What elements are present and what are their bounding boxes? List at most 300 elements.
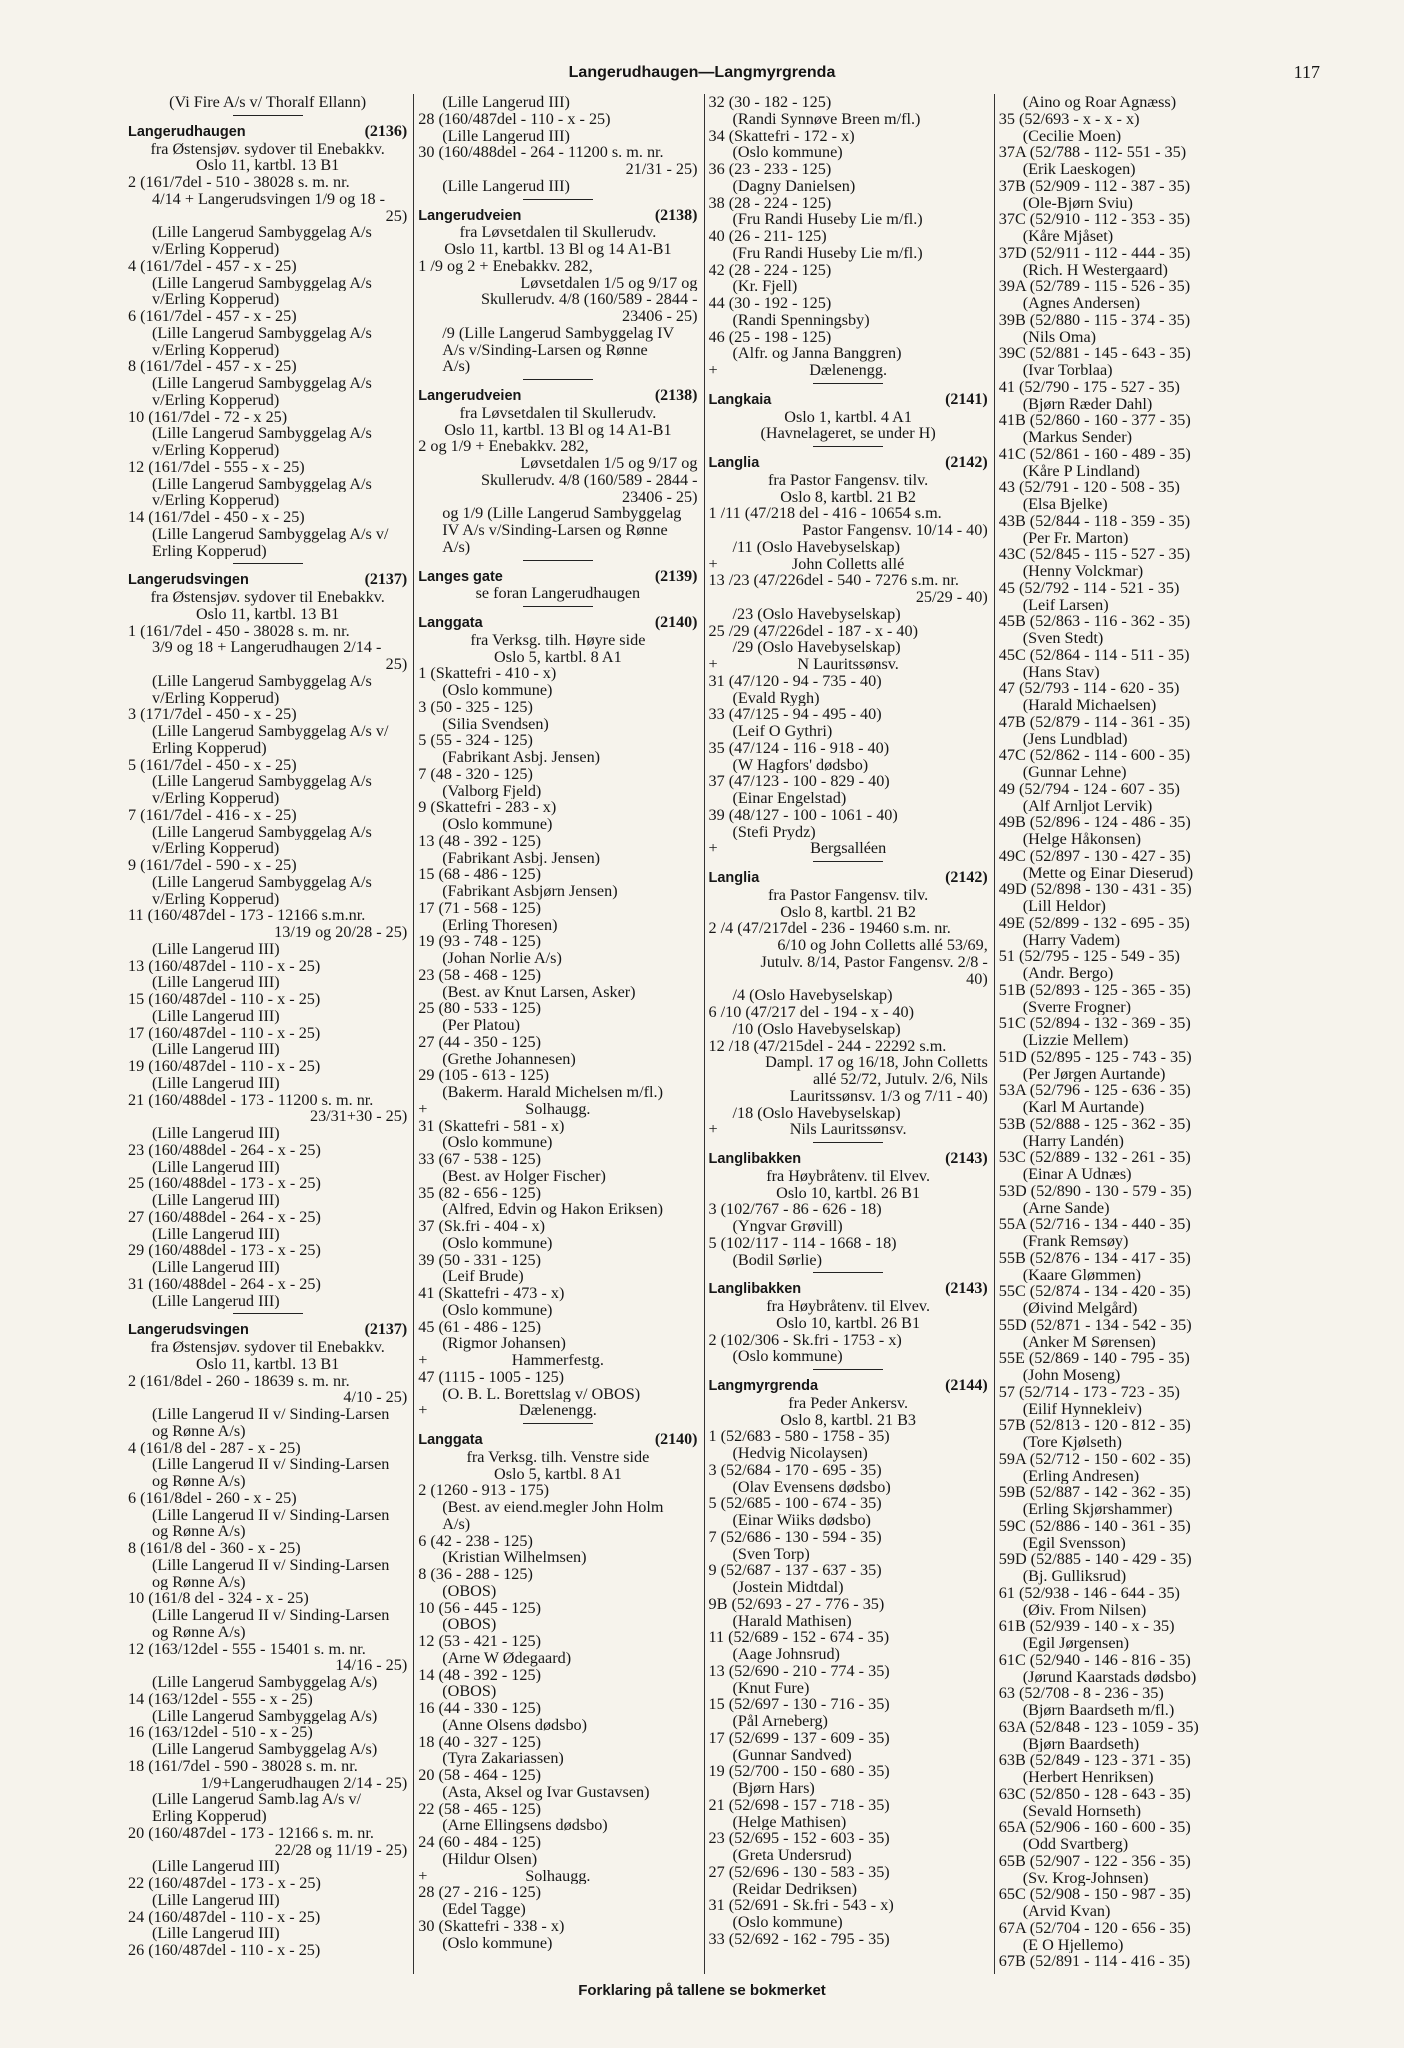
listing-line: Oslo 11, kartbl. 13 Bl og 14 A1-B1 — [444, 421, 672, 439]
listing-line: (Nils Oma) — [1022, 328, 1097, 346]
listing-line: 8 (161/8 del - 360 - x - 25) — [128, 1540, 301, 1557]
listing-line: 45 (52/792 - 114 - 521 - 35) — [998, 579, 1180, 597]
listing-line: 40) — [966, 970, 988, 988]
listing-line: (Fabrikant Asbj. Jensen) — [442, 749, 601, 766]
cross-street — [418, 1402, 697, 1419]
street-code: (2137) — [364, 1321, 408, 1339]
cross-street-name: N Lauritssønsv. — [797, 656, 899, 673]
section-divider — [813, 861, 883, 862]
section-divider — [233, 563, 303, 564]
listing-line: fra Pastor Fangensv. tilv. — [768, 471, 929, 489]
listing-line: (Oslo kommune) — [442, 1934, 553, 1952]
listing-line: (Gunnar Sandved) — [732, 1746, 852, 1764]
listing-line: Oslo 5, kartbl. 8 A1 — [494, 648, 622, 666]
listing-line: 36 (23 - 233 - 125) — [708, 161, 832, 178]
listing-line: 45B (52/863 - 116 - 362 - 35) — [998, 613, 1191, 630]
listing-line: 29 (105 - 613 - 125) — [418, 1067, 550, 1084]
listing-line: (Lille Langerud III) — [442, 94, 570, 111]
listing-line: 67A (52/704 - 120 - 656 - 35) — [998, 1919, 1191, 1937]
section-divider — [523, 606, 593, 607]
listing-line: (Lille Langerud II v/ Sinding-Larsen — [152, 1556, 390, 1574]
listing-line: (Sv. Krog-Johnsen) — [1022, 1869, 1149, 1887]
listing-line: 14 (48 - 392 - 125) — [418, 1666, 541, 1684]
listing-line: 33 (67 - 538 - 125) — [418, 1151, 541, 1168]
section-divider — [813, 446, 883, 447]
listing-line: (Lille Langerud Sambyggelag A/s — [152, 425, 372, 442]
listing-line: 53B (52/888 - 125 - 362 - 35) — [998, 1115, 1191, 1133]
cross-street-name: John Colletts allé — [791, 555, 905, 573]
listing-line: v/Erling Kopperud) — [152, 689, 280, 707]
listing-line: (Arne W Ødegaard) — [442, 1649, 572, 1667]
listing-line: 20 (58 - 464 - 125) — [418, 1767, 541, 1784]
listing-line: 3 (52/684 - 170 - 695 - 35) — [708, 1461, 882, 1479]
listing-line: 17 (52/699 - 137 - 609 - 35) — [708, 1729, 890, 1747]
listing-line: (Fabrikant Asbj. Jensen) — [442, 849, 601, 867]
listing-line: 23406 - 25) — [621, 308, 698, 325]
listing-line: (Egil Svensson) — [1022, 1534, 1126, 1552]
listing-line: 37C (52/910 - 112 - 353 - 35) — [998, 211, 1191, 228]
listing-line: /29 (Oslo Havebyselskap) — [732, 639, 901, 656]
listing-line: 1 (52/683 - 580 - 1758 - 35) — [708, 1428, 890, 1445]
listing-line: og 1/9 (Lille Langerud Sambyggelag — [442, 505, 682, 522]
listing-line: (Leif O Gythri) — [732, 723, 833, 740]
listing-line: 37 (Sk.fri - 404 - x) — [418, 1218, 546, 1235]
street-code: (2137) — [364, 571, 408, 589]
listing-line: (OBOS) — [442, 1683, 497, 1700]
listing-line: 18 (40 - 327 - 125) — [418, 1733, 541, 1751]
listing-line: 25) — [385, 207, 408, 225]
listing-line: 8 (161/7del - 457 - x - 25) — [128, 358, 297, 375]
listing-line: (Arne Sande) — [1022, 1199, 1110, 1217]
listing-line: se foran Langerudhaugen — [475, 585, 641, 602]
listing-line: (Gunnar Lehne) — [1022, 764, 1127, 781]
listing-line: (Einar A Udnæs) — [1022, 1166, 1132, 1183]
listing-line: v/Erling Kopperud) — [152, 291, 280, 308]
cross-icon: + — [708, 362, 718, 379]
listing-line: A/s) — [442, 538, 471, 556]
listing-line: 25 (80 - 533 - 125) — [418, 1000, 541, 1017]
street-heading — [709, 392, 988, 409]
listing-line: 42 (28 - 224 - 125) — [708, 261, 832, 279]
listing-line: (Oslo kommune) — [442, 816, 553, 833]
listing-line: Lauritssønsv. 1/3 og 7/11 - 40) — [789, 1087, 988, 1105]
listing-line: 61B (52/939 - 140 - x - 35) — [998, 1618, 1175, 1635]
listing-line: (Ivar Torblaa) — [1022, 362, 1113, 379]
listing-line: (Kristian Wilhelmsen) — [442, 1549, 587, 1566]
listing-line: Oslo 8, kartbl. 21 B3 — [780, 1411, 917, 1429]
listing-line: 10 (161/8 del - 324 - x - 25) — [128, 1590, 309, 1607]
listing-line: (Jens Lundblad) — [1022, 730, 1128, 748]
listing-line: 10 (161/7del - 72 - x 25) — [128, 408, 288, 426]
listing-line: (Lizzie Mellem) — [1022, 1032, 1129, 1049]
listing-line: /9 (Lille Langerud Sambyggelag IV — [442, 324, 675, 342]
listing-line: 14 (163/12del - 555 - x - 25) — [128, 1690, 313, 1708]
section-divider — [813, 383, 883, 384]
listing-line: Erling Kopperud) — [152, 1808, 267, 1825]
listing-line: Jutulv. 8/14, Pastor Fangensv. 2/8 - — [760, 953, 988, 971]
cross-icon: + — [418, 1402, 428, 1419]
listing-line: 55D (52/871 - 134 - 542 - 35) — [998, 1316, 1192, 1334]
listing-line: 39 (48/127 - 100 - 1061 - 40) — [708, 806, 898, 824]
listing-line: 2 (161/7del - 510 - 38028 s. m. nr. — [128, 174, 350, 191]
listing-line: 32 (30 - 182 - 125) — [708, 94, 832, 111]
street-code: (2140) — [654, 614, 698, 631]
cross-icon: + — [708, 656, 718, 673]
listing-line: (W Hagfors' dødsbo) — [732, 756, 869, 774]
listing-line: Oslo 11, kartbl. 13 Bl og 14 A1-B1 — [444, 241, 672, 258]
listing-line: 13 (48 - 392 - 125) — [418, 832, 541, 850]
listing-line: 33 (47/125 - 94 - 495 - 40) — [708, 706, 882, 723]
listing-line: Oslo 8, kartbl. 21 B2 — [780, 488, 917, 506]
street-code: (2141) — [945, 390, 988, 408]
listing-line: fra Østensjøv. sydover til Enebakkv. — [150, 589, 385, 606]
listing-line: 31 (160/488del - 264 - x - 25) — [128, 1275, 321, 1293]
listing-line: (Kåre P Lindland) — [1022, 462, 1140, 480]
listing-line: (Per Platou) — [442, 1017, 521, 1034]
listing-line: 4/10 - 25) — [343, 1389, 408, 1406]
street-name: Langerudhaugen — [128, 123, 246, 140]
listing-line: (Lille Langerud III) — [152, 1259, 280, 1276]
listing-line: 6 /10 (47/217 del - 194 - x - 40) — [708, 1004, 914, 1021]
listing-line: 17 (160/487del - 110 - x - 25) — [128, 1024, 321, 1042]
listing-line: 57 (52/714 - 173 - 723 - 35) — [998, 1383, 1180, 1401]
listing-line: 55C (52/874 - 134 - 420 - 35) — [998, 1283, 1191, 1300]
listing-line: v/Erling Kopperud) — [152, 840, 280, 857]
listing-line: 53D (52/890 - 130 - 579 - 35) — [998, 1182, 1192, 1200]
listing-line: og Rønne A/s) — [152, 1623, 246, 1641]
listing-line: 23 (52/695 - 152 - 603 - 35) — [708, 1830, 890, 1847]
listing-line: fra Løvsetdalen til Skullerudv. — [459, 224, 657, 241]
listing-line: 3 (102/767 - 86 - 626 - 18) — [708, 1201, 882, 1218]
listing-line: 37 (47/123 - 100 - 829 - 40) — [708, 773, 890, 790]
listing-line: 39C (52/881 - 145 - 643 - 35) — [998, 345, 1191, 362]
listing-line: 25 /29 (47/226del - 187 - x - 40) — [708, 622, 919, 640]
listing-line: 25/29 - 40) — [915, 589, 988, 606]
listing-line: (Lille Langerud III) — [152, 1891, 280, 1909]
listing-line: Løvsetdalen 1/5 og 9/17 og — [520, 274, 698, 292]
listing-line: (Øivind Melgård) — [1022, 1300, 1138, 1317]
listing-line: 28 (160/487del - 110 - x - 25) — [418, 110, 611, 128]
listing-line: 5 (52/685 - 100 - 674 - 35) — [708, 1495, 882, 1512]
listing-line: (John Moseng) — [1022, 1367, 1121, 1384]
listing-line: Oslo 11, kartbl. 13 B1 — [195, 157, 340, 174]
listing-line: 38 (28 - 224 - 125) — [708, 194, 832, 212]
listing-line: (Anker M Sørensen) — [1022, 1333, 1156, 1351]
listing-line: 49E (52/899 - 132 - 695 - 35) — [998, 914, 1190, 932]
listing-line: (Bjørn Baardseth) — [1022, 1735, 1140, 1753]
listing-line: (Kåre Mjåset) — [1022, 228, 1114, 245]
listing-line: 61 (52/938 - 146 - 644 - 35) — [998, 1584, 1180, 1602]
listing-line: 21/31 - 25) — [625, 161, 698, 178]
listing-line: (Sven Torp) — [732, 1545, 810, 1563]
listing-line: og Rønne A/s) — [152, 1422, 246, 1440]
listing-line: (Fabrikant Asbjørn Jensen) — [442, 883, 618, 900]
listing-line: 43B (52/844 - 118 - 359 - 35) — [998, 512, 1191, 530]
listing-line: 9 (161/7del - 590 - x - 25) — [128, 857, 297, 874]
listing-line: (Per Fr. Marton) — [1022, 529, 1129, 547]
listing-line: 13/19 og 20/28 - 25) — [274, 924, 408, 941]
listing-line: (Bjørn Baardseth m/fl.) — [1022, 1702, 1175, 1719]
listing-line: /4 (Oslo Havebyselskap) — [732, 987, 893, 1004]
listing-line: (Jostein Midtdal) — [732, 1579, 844, 1596]
section-divider — [523, 379, 593, 380]
listing-line: Erling Kopperud) — [152, 542, 267, 560]
listing-line: v/Erling Kopperud) — [152, 341, 280, 359]
listing-line: (Herbert Henriksen) — [1022, 1769, 1154, 1786]
cross-street — [418, 1868, 697, 1885]
listing-line: 3/9 og 18 + Langerudhaugen 2/14 - — [152, 639, 382, 656]
cross-street — [418, 1352, 697, 1369]
listing-line: og Rønne A/s) — [152, 1573, 246, 1591]
listing-line: (Lille Langerud II v/ Sinding-Larsen — [152, 1406, 390, 1423]
street-name: Langlibakken — [708, 1151, 802, 1167]
listing-line: v/Erling Kopperud) — [152, 442, 280, 459]
listing-line: Oslo 10, kartbl. 26 B1 — [776, 1314, 921, 1332]
listing-line: (Lille Langerud III) — [152, 974, 280, 991]
listing-line: (Kaare Glømmen) — [1022, 1266, 1141, 1284]
listing-line: 59A (52/712 - 150 - 602 - 35) — [998, 1450, 1191, 1468]
column-3 — [704, 94, 988, 1974]
listing-line: 49B (52/896 - 124 - 486 - 35) — [998, 814, 1191, 831]
listing-line: (Helge Mathisen) — [732, 1813, 847, 1831]
listing-line: (OBOS) — [442, 1616, 497, 1633]
listing-line: 1/9+Langerudhaugen 2/14 - 25) — [200, 1774, 408, 1792]
street-name: Langgata — [418, 1432, 483, 1448]
listing-line: fra Verksg. tilh. Venstre side — [466, 1448, 650, 1466]
listing-line: 39 (50 - 331 - 125) — [418, 1251, 541, 1269]
listing-line: (Hans Stav) — [1022, 663, 1100, 681]
listing-line: 30 (Skattefri - 338 - x) — [418, 1917, 565, 1935]
listing-line: (Best. av Knut Larsen, Asker) — [442, 983, 636, 1001]
listing-line: (Oslo kommune) — [442, 1134, 553, 1151]
listing-line: 63A (52/848 - 123 - 1059 - 35) — [998, 1718, 1199, 1736]
listing-line: (Hedvig Nicolaysen) — [732, 1445, 868, 1462]
street-code: (2139) — [654, 567, 698, 585]
cross-street-name: Bergsalléen — [810, 840, 887, 857]
listing-line: (Lille Langerud III) — [442, 177, 570, 195]
listing-line: 29 (160/488del - 173 - x - 25) — [128, 1242, 321, 1259]
cross-icon: + — [418, 1867, 428, 1885]
listing-line: (Oslo kommune) — [442, 1301, 553, 1319]
street-heading — [418, 208, 697, 225]
cross-street-name: Dælenengg. — [518, 1402, 597, 1419]
listing-line: 63 (52/708 - 8 - 236 - 35) — [998, 1685, 1164, 1702]
listing-line: (Helge Håkonsen) — [1022, 831, 1141, 848]
listing-line: A/s) — [442, 1515, 471, 1533]
listing-line: 5 (161/7del - 450 - x - 25) — [128, 756, 297, 774]
listing-line: 11 (160/487del - 173 - 12166 s.m.nr. — [128, 907, 366, 924]
listing-line: 35 (52/693 - x - x - x) — [998, 110, 1140, 128]
listing-line: (Lille Langerud II v/ Sinding-Larsen — [152, 1607, 390, 1624]
listing-line: (Oslo kommune) — [442, 682, 553, 699]
cross-street-name: Nils Lauritssønsv. — [789, 1121, 907, 1138]
cross-street — [709, 656, 988, 673]
listing-line: (Lille Langerud Sambyggelag A/s — [152, 475, 372, 493]
listing-line: 27 (160/488del - 264 - x - 25) — [128, 1208, 321, 1226]
listing-line: 12 (53 - 421 - 125) — [418, 1633, 541, 1650]
listing-line: (Pål Arneberg) — [732, 1713, 828, 1730]
listing-line: (Arvid Kvan) — [1022, 1903, 1111, 1920]
listing-line: 22/28 og 11/19 - 25) — [274, 1841, 408, 1859]
column-2 — [413, 94, 697, 1974]
listing-line: 19 (93 - 748 - 125) — [418, 933, 541, 950]
listing-line: (Harald Michaelsen) — [1022, 697, 1157, 714]
street-heading — [709, 455, 988, 472]
listing-line: 44 (30 - 192 - 125) — [708, 295, 832, 312]
listing-line: (Johan Norlie A/s) — [442, 950, 562, 967]
listing-line: (Knut Fure) — [732, 1679, 810, 1697]
listing-line: 1 /9 og 2 + Enebakkv. 282, — [418, 257, 593, 275]
listing-line: 31 (52/691 - Sk.fri - 543 - x) — [708, 1897, 894, 1914]
street-heading — [418, 615, 697, 632]
cross-street-name: Solhaugg. — [525, 1100, 591, 1118]
listing-line: 23 (58 - 468 - 125) — [418, 966, 541, 984]
listing-line: 1 /11 (47/218 del - 416 - 10654 s.m. — [708, 505, 942, 522]
listing-line: Dampl. 17 og 16/18, John Colletts — [765, 1054, 988, 1071]
listing-line: 45 (61 - 486 - 125) — [418, 1318, 541, 1336]
listing-line: fra Pastor Fangensv. tilv. — [768, 886, 929, 904]
listing-line: 35 (82 - 656 - 125) — [418, 1184, 541, 1202]
listing-line: (Lille Langerud Sambyggelag A/s — [152, 375, 372, 392]
listing-line: (Dagny Danielsen) — [732, 177, 856, 195]
listing-line: /18 (Oslo Havebyselskap) — [732, 1104, 901, 1122]
listing-line: 7 (48 - 320 - 125) — [418, 765, 533, 783]
listing-line: fra Høybråtenv. til Elvev. — [766, 1298, 930, 1315]
street-code: (2142) — [945, 454, 988, 471]
listing-line: 22 (160/487del - 173 - x - 25) — [128, 1875, 321, 1892]
listing-line: 46 (25 - 198 - 125) — [708, 328, 832, 346]
section-divider — [523, 1423, 593, 1424]
listing-line: 30 (160/488del - 264 - 11200 s. m. nr. — [418, 144, 664, 161]
listing-line: 6 (161/7del - 457 - x - 25) — [128, 308, 297, 325]
listing-line: (Oslo kommune) — [442, 1234, 553, 1252]
listing-line: 10 (56 - 445 - 125) — [418, 1599, 541, 1617]
listing-line: (Rigmor Johansen) — [442, 1335, 566, 1352]
listing-line: (Lille Langerud Sambyggelag A/s — [152, 823, 372, 841]
listing-line: (Bakerm. Harald Michelsen m/fl.) — [442, 1084, 663, 1101]
listing-line: (Markus Sender) — [1022, 429, 1132, 446]
section-divider — [813, 1142, 883, 1143]
listing-line: (Alfred, Edvin og Hakon Eriksen) — [442, 1201, 663, 1218]
listing-line: 41C (52/861 - 160 - 489 - 35) — [998, 445, 1191, 463]
listing-line: (Lille Langerud III) — [152, 1158, 280, 1176]
listing-line: 23/31+30 - 25) — [309, 1108, 408, 1125]
listing-line: (Oslo kommune) — [732, 1348, 843, 1365]
footer-note: Forklaring på tallene se bokmerket — [578, 1982, 826, 1999]
listing-line: Skullerudv. 4/8 (160/589 - 2844 - — [480, 291, 698, 308]
listing-line: v/Erling Kopperud) — [152, 391, 280, 409]
listing-line: 23 (160/488del - 264 - x - 25) — [128, 1141, 321, 1159]
listing-line: 49D (52/898 - 130 - 431 - 35) — [998, 881, 1192, 898]
listing-line: Skullerudv. 4/8 (160/589 - 2844 - — [480, 471, 698, 489]
listing-line: (Reidar Dedriksen) — [732, 1880, 858, 1898]
listing-line: Oslo 10, kartbl. 26 B1 — [776, 1184, 921, 1202]
listing-line: (Cecilie Moen) — [1022, 127, 1122, 145]
street-code: (2142) — [945, 869, 988, 886]
listing-line: (Henny Volckmar) — [1022, 563, 1144, 580]
directory-columns — [128, 94, 1278, 1974]
listing-line: (Lille Langerud III) — [152, 1074, 280, 1092]
listing-line: 41B (52/860 - 160 - 377 - 35) — [998, 412, 1191, 429]
listing-line: (Oslo kommune) — [732, 1914, 843, 1931]
listing-line: (Øiv. From Nilsen) — [1022, 1601, 1147, 1619]
listing-line: 20 (160/487del - 173 - 12166 s. m. nr. — [128, 1824, 374, 1842]
listing-line: 15 (68 - 486 - 125) — [418, 866, 541, 883]
listing-line: 14/16 - 25) — [335, 1657, 408, 1674]
listing-line: 47B (52/879 - 114 - 361 - 35) — [998, 713, 1191, 731]
listing-line: 16 (163/12del - 510 - x - 25) — [128, 1724, 313, 1741]
listing-line: (Odd Svartberg) — [1022, 1836, 1129, 1853]
listing-line: 1 (Skattefri - 410 - x) — [418, 665, 557, 682]
listing-line: (Rich. H Westergaard) — [1022, 261, 1168, 279]
listing-line: 41 (52/790 - 175 - 527 - 35) — [998, 378, 1180, 396]
listing-line: 9B (52/693 - 27 - 776 - 35) — [708, 1595, 885, 1613]
listing-line: 1 (161/7del - 450 - 38028 s. m. nr. — [128, 622, 350, 640]
listing-line: (Per Jørgen Aurtande) — [1022, 1065, 1166, 1083]
cross-icon: + — [708, 1121, 718, 1138]
listing-line: 33 (52/692 - 162 - 795 - 35) — [708, 1930, 890, 1948]
listing-line: 53A (52/796 - 125 - 636 - 35) — [998, 1082, 1191, 1099]
listing-line: (Tyra Zakariassen) — [442, 1750, 564, 1767]
section-divider — [813, 1369, 883, 1370]
listing-line: 22 (58 - 465 - 125) — [418, 1800, 541, 1818]
street-code: (2138) — [654, 387, 698, 404]
listing-line: 51C (52/894 - 132 - 369 - 35) — [998, 1015, 1191, 1032]
listing-line: 7 (52/686 - 130 - 594 - 35) — [708, 1528, 882, 1546]
listing-line: (Best. av Holger Fischer) — [442, 1167, 606, 1185]
listing-line: 12 (161/7del - 555 - x - 25) — [128, 458, 305, 476]
listing-line: (Erik Laeskogen) — [1022, 161, 1136, 178]
listing-line: 4 (161/7del - 457 - x - 25) — [128, 257, 297, 275]
listing-line: /10 (Oslo Havebyselskap) — [732, 1020, 901, 1038]
listing-line: 2 /4 (47/217del - 236 - 19460 s.m. nr. — [708, 920, 951, 937]
street-name: Langlibakken — [708, 1281, 802, 1298]
listing-line: 47 (1115 - 1005 - 125) — [418, 1368, 565, 1386]
listing-line: Oslo 11, kartbl. 13 B1 — [195, 605, 340, 623]
listing-line: 12 (163/12del - 555 - 15401 s. m. nr. — [128, 1640, 366, 1658]
listing-line: (Lille Langerud Samb.lag A/s v/ — [152, 1791, 362, 1808]
listing-line: 4/14 + Langerudsvingen 1/9 og 18 - — [152, 190, 386, 208]
listing-line: (Yngvar Grøvill) — [732, 1218, 843, 1235]
listing-line: fra Østensjøv. sydover til Enebakkv. — [150, 1339, 385, 1356]
section-divider — [233, 115, 303, 116]
listing-line: og Rønne A/s) — [152, 1523, 246, 1540]
listing-line: 8 (36 - 288 - 125) — [418, 1566, 533, 1583]
listing-line: (Lille Langerud Sambyggelag A/s) — [152, 1707, 378, 1725]
listing-line: 37A (52/788 - 112- 551 - 35) — [998, 144, 1187, 161]
listing-line: 57B (52/813 - 120 - 812 - 35) — [998, 1417, 1191, 1434]
listing-line: /11 (Oslo Havebyselskap) — [732, 538, 901, 556]
listing-line: (Egil Jørgensen) — [1022, 1635, 1129, 1652]
listing-line: (Lille Langerud III) — [152, 1925, 280, 1942]
listing-line: 51D (52/895 - 125 - 743 - 35) — [998, 1048, 1192, 1066]
listing-line: 53C (52/889 - 132 - 261 - 35) — [998, 1149, 1191, 1166]
listing-line: 59D (52/885 - 140 - 429 - 35) — [998, 1551, 1192, 1568]
listing-line: 24 (60 - 484 - 125) — [418, 1834, 541, 1851]
listing-line: (Einar Wiiks dødsbo) — [732, 1512, 871, 1529]
listing-line: (Lille Langerud III) — [152, 1041, 280, 1058]
listing-line: 23406 - 25) — [621, 488, 698, 506]
listing-line: (Bodil Sørlie) — [732, 1251, 822, 1269]
street-heading — [709, 1151, 988, 1168]
listing-line: (Sven Stedt) — [1022, 630, 1104, 647]
listing-line: (Lille Langerud III) — [152, 1858, 280, 1875]
listing-line: 51 (52/795 - 125 - 549 - 35) — [998, 948, 1180, 965]
cross-street-name: Hammerfestg. — [511, 1352, 604, 1369]
section-divider — [813, 1272, 883, 1273]
street-heading — [128, 124, 407, 141]
cross-street — [709, 556, 988, 573]
